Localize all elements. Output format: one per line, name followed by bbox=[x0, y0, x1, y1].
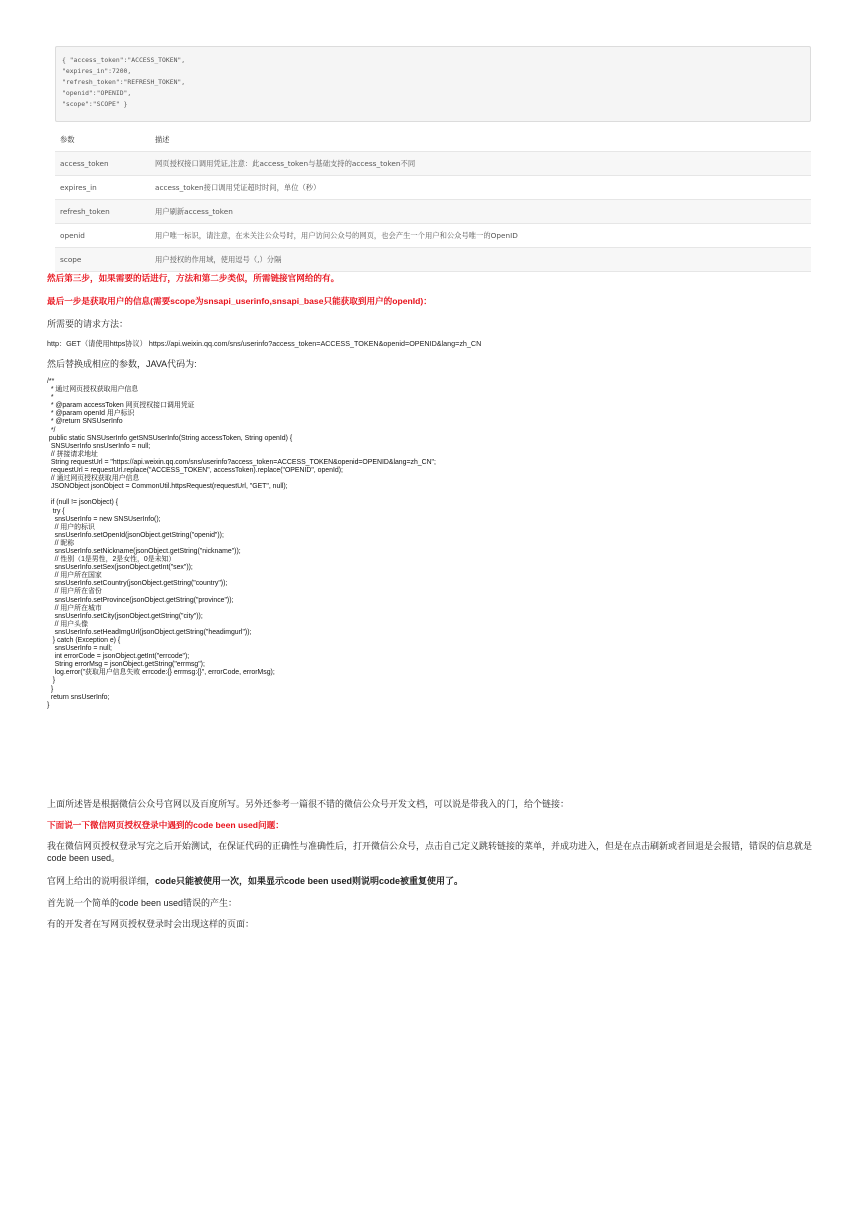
code-line: * 通过网页授权获取用户信息 bbox=[47, 386, 139, 394]
official-bold-text: code只能被使用一次，如果显示code been used则说明code被重复使用了。 bbox=[155, 876, 464, 886]
code-line: // 用户所在国家 bbox=[47, 572, 102, 580]
code-line: snsUserInfo.setProvince(jsonObject.getString("province")); bbox=[47, 596, 234, 604]
param-desc: 网页授权接口调用凭证,注意：此access_token与基础支持的access_token不同 bbox=[150, 152, 811, 176]
header-param: 参数 bbox=[60, 134, 75, 144]
last-step-heading: 最后一步是获取用户的信息(需要scope为snsapi_userinfo,snsapi_base只能获取到用户的openId)： bbox=[47, 296, 432, 306]
code-line: * @param accessToken 网页授权接口调用凭证 bbox=[47, 402, 195, 410]
code-line: } bbox=[47, 701, 50, 709]
table-row bbox=[55, 200, 811, 224]
code-line: // 用户的标识 bbox=[47, 523, 95, 531]
official-paragraph bbox=[47, 874, 463, 887]
java-code-block bbox=[47, 378, 436, 710]
json-line: "openid":"OPENID", bbox=[62, 89, 132, 97]
some-devs-paragraph: 有的开发者在写网页授权登录时会出现这样的页面： bbox=[47, 919, 255, 929]
code-line: // 性别（1是男性，2是女性，0是未知） bbox=[47, 556, 176, 564]
code-line: } bbox=[47, 677, 56, 685]
table-row bbox=[55, 152, 811, 176]
code-line: */ bbox=[47, 426, 56, 434]
params-table bbox=[55, 128, 811, 272]
code-line: } catch (Exception e) { bbox=[47, 637, 121, 644]
json-line: "expires_in":7200, bbox=[62, 67, 132, 75]
code-line: snsUserInfo.setNickname(jsonObject.getString("nickname")); bbox=[47, 547, 241, 555]
code-line: String requestUrl = "https://api.weixin.qq.com/sns/userinfo?access_token=ACCESS_TOKEN&openid=OPENID&lang=zh_CN"; bbox=[47, 458, 436, 466]
code-line: // 用户所在城市 bbox=[47, 604, 102, 612]
code-line: snsUserInfo.setHeadImgUrl(jsonObject.getString("headimgurl")); bbox=[47, 628, 252, 636]
code-line: // 用户所在省份 bbox=[47, 588, 102, 596]
code-line: snsUserInfo.setCountry(jsonObject.getString("country")); bbox=[47, 580, 228, 588]
code-line: // 通过网页授权获取用户信息 bbox=[47, 475, 140, 483]
code-line: JSONObject jsonObject = CommonUtil.httpsRequest(requestUrl, "GET", null); bbox=[47, 483, 288, 491]
param-name: scope bbox=[55, 248, 150, 272]
code-line: requestUrl = requestUrl.replace("ACCESS_TOKEN", accessToken).replace("OPENID", openId); bbox=[47, 467, 343, 475]
request-method-label: 所需要的请求方法： bbox=[47, 319, 129, 329]
http-request-line: http：GET（请使用https协议） https://api.weixin.qq.com/sns/userinfo?access_token=ACCESS_TOKEN&openid=OPENID&lang=zh_CN bbox=[47, 339, 482, 348]
param-name: expires_in bbox=[60, 183, 97, 192]
code-line: try { bbox=[47, 507, 65, 515]
code-line: snsUserInfo.setSex(jsonObject.getInt("sex")); bbox=[47, 564, 193, 572]
json-line: "refresh_token":"REFRESH_TOKEN", bbox=[62, 78, 186, 86]
code-line: snsUserInfo.setOpenId(jsonObject.getString("openid")); bbox=[47, 531, 224, 539]
param-name: refresh_token bbox=[55, 200, 150, 224]
code-line: } bbox=[47, 685, 54, 693]
official-prefix: 官网上给出的说明很详细， bbox=[47, 876, 156, 886]
table-row bbox=[55, 224, 811, 248]
param-desc: 用户授权的作用域，使用逗号（,）分隔 bbox=[150, 248, 811, 272]
first-say-paragraph: 首先说一个简单的code been used错误的产生： bbox=[47, 898, 238, 908]
param-desc: access_token接口调用凭证超时时间，单位（秒） bbox=[155, 182, 321, 192]
param-desc: 用户刷新access_token bbox=[150, 200, 811, 224]
json-line: { "access_token":"ACCESS_TOKEN", bbox=[62, 56, 186, 64]
code-line: int errorCode = jsonObject.getInt("errcode"); bbox=[47, 653, 190, 661]
code-been-used-heading: 下面说一下微信网页授权登录中遇到的code been used问题： bbox=[47, 820, 284, 830]
code-line: public static SNSUserInfo getSNSUserInfo(String accessToken, String openId) { bbox=[47, 434, 293, 442]
code-line: if (null != jsonObject) { bbox=[47, 499, 119, 507]
param-desc: 用户唯一标识，请注意，在未关注公众号时，用户访问公众号的网页，也会产生一个用户和公众号唯一的OpenID bbox=[155, 230, 518, 240]
code-line: log.error("获取用户信息失败 errcode:{} errmsg:{}", errorCode, errorMsg); bbox=[47, 669, 275, 677]
step3-heading: 然后第三步，如果需要的话进行，方法和第二步类似，所需链接官网给的有。 bbox=[47, 273, 340, 283]
code-line: return snsUserInfo; bbox=[47, 693, 110, 701]
param-name: openid bbox=[60, 231, 85, 240]
json-line: "scope":"SCOPE" } bbox=[62, 100, 128, 108]
test-paragraph: 我在微信网页授权登录写完之后开始测试，在保证代码的正确性与准确性后，打开微信公众号，点击自己定义跳转链接的菜单，并成功进入，但是在点击刷新或者回退是会报错，错误的信息就是code been used。 bbox=[47, 841, 813, 863]
code-line: // 拼接请求地址 bbox=[47, 450, 98, 458]
table-header-row bbox=[55, 128, 811, 152]
code-line: * @return SNSUserInfo bbox=[47, 418, 123, 426]
param-name: access_token bbox=[55, 152, 150, 176]
json-response-block bbox=[55, 46, 811, 122]
replace-params-text: 然后替换成相应的参数，JAVA代码为: bbox=[47, 359, 197, 369]
code-line: // 昵称 bbox=[47, 539, 75, 547]
code-line: SNSUserInfo snsUserInfo = null; bbox=[47, 442, 151, 450]
code-line: * bbox=[47, 394, 54, 402]
code-line: snsUserInfo = new SNSUserInfo(); bbox=[47, 515, 161, 523]
code-line: * @param openId 用户标识 bbox=[47, 410, 135, 418]
table-row bbox=[55, 248, 811, 272]
code-line: String errorMsg = jsonObject.getString("errmsg"); bbox=[47, 661, 205, 669]
header-desc: 描述 bbox=[155, 134, 170, 144]
code-line: /** bbox=[47, 378, 55, 385]
table-row bbox=[55, 176, 811, 200]
code-line bbox=[47, 491, 436, 499]
code-line: // 用户头像 bbox=[47, 620, 88, 628]
code-line: snsUserInfo = null; bbox=[47, 645, 112, 653]
code-line: snsUserInfo.setCity(jsonObject.getString("city")); bbox=[47, 612, 203, 620]
above-paragraph: 上面所述皆是根据微信公众号官网以及百度所写。另外还参考一篇很不错的微信公众号开发文档，可以说是带我入的门，给个链接： bbox=[47, 799, 570, 809]
